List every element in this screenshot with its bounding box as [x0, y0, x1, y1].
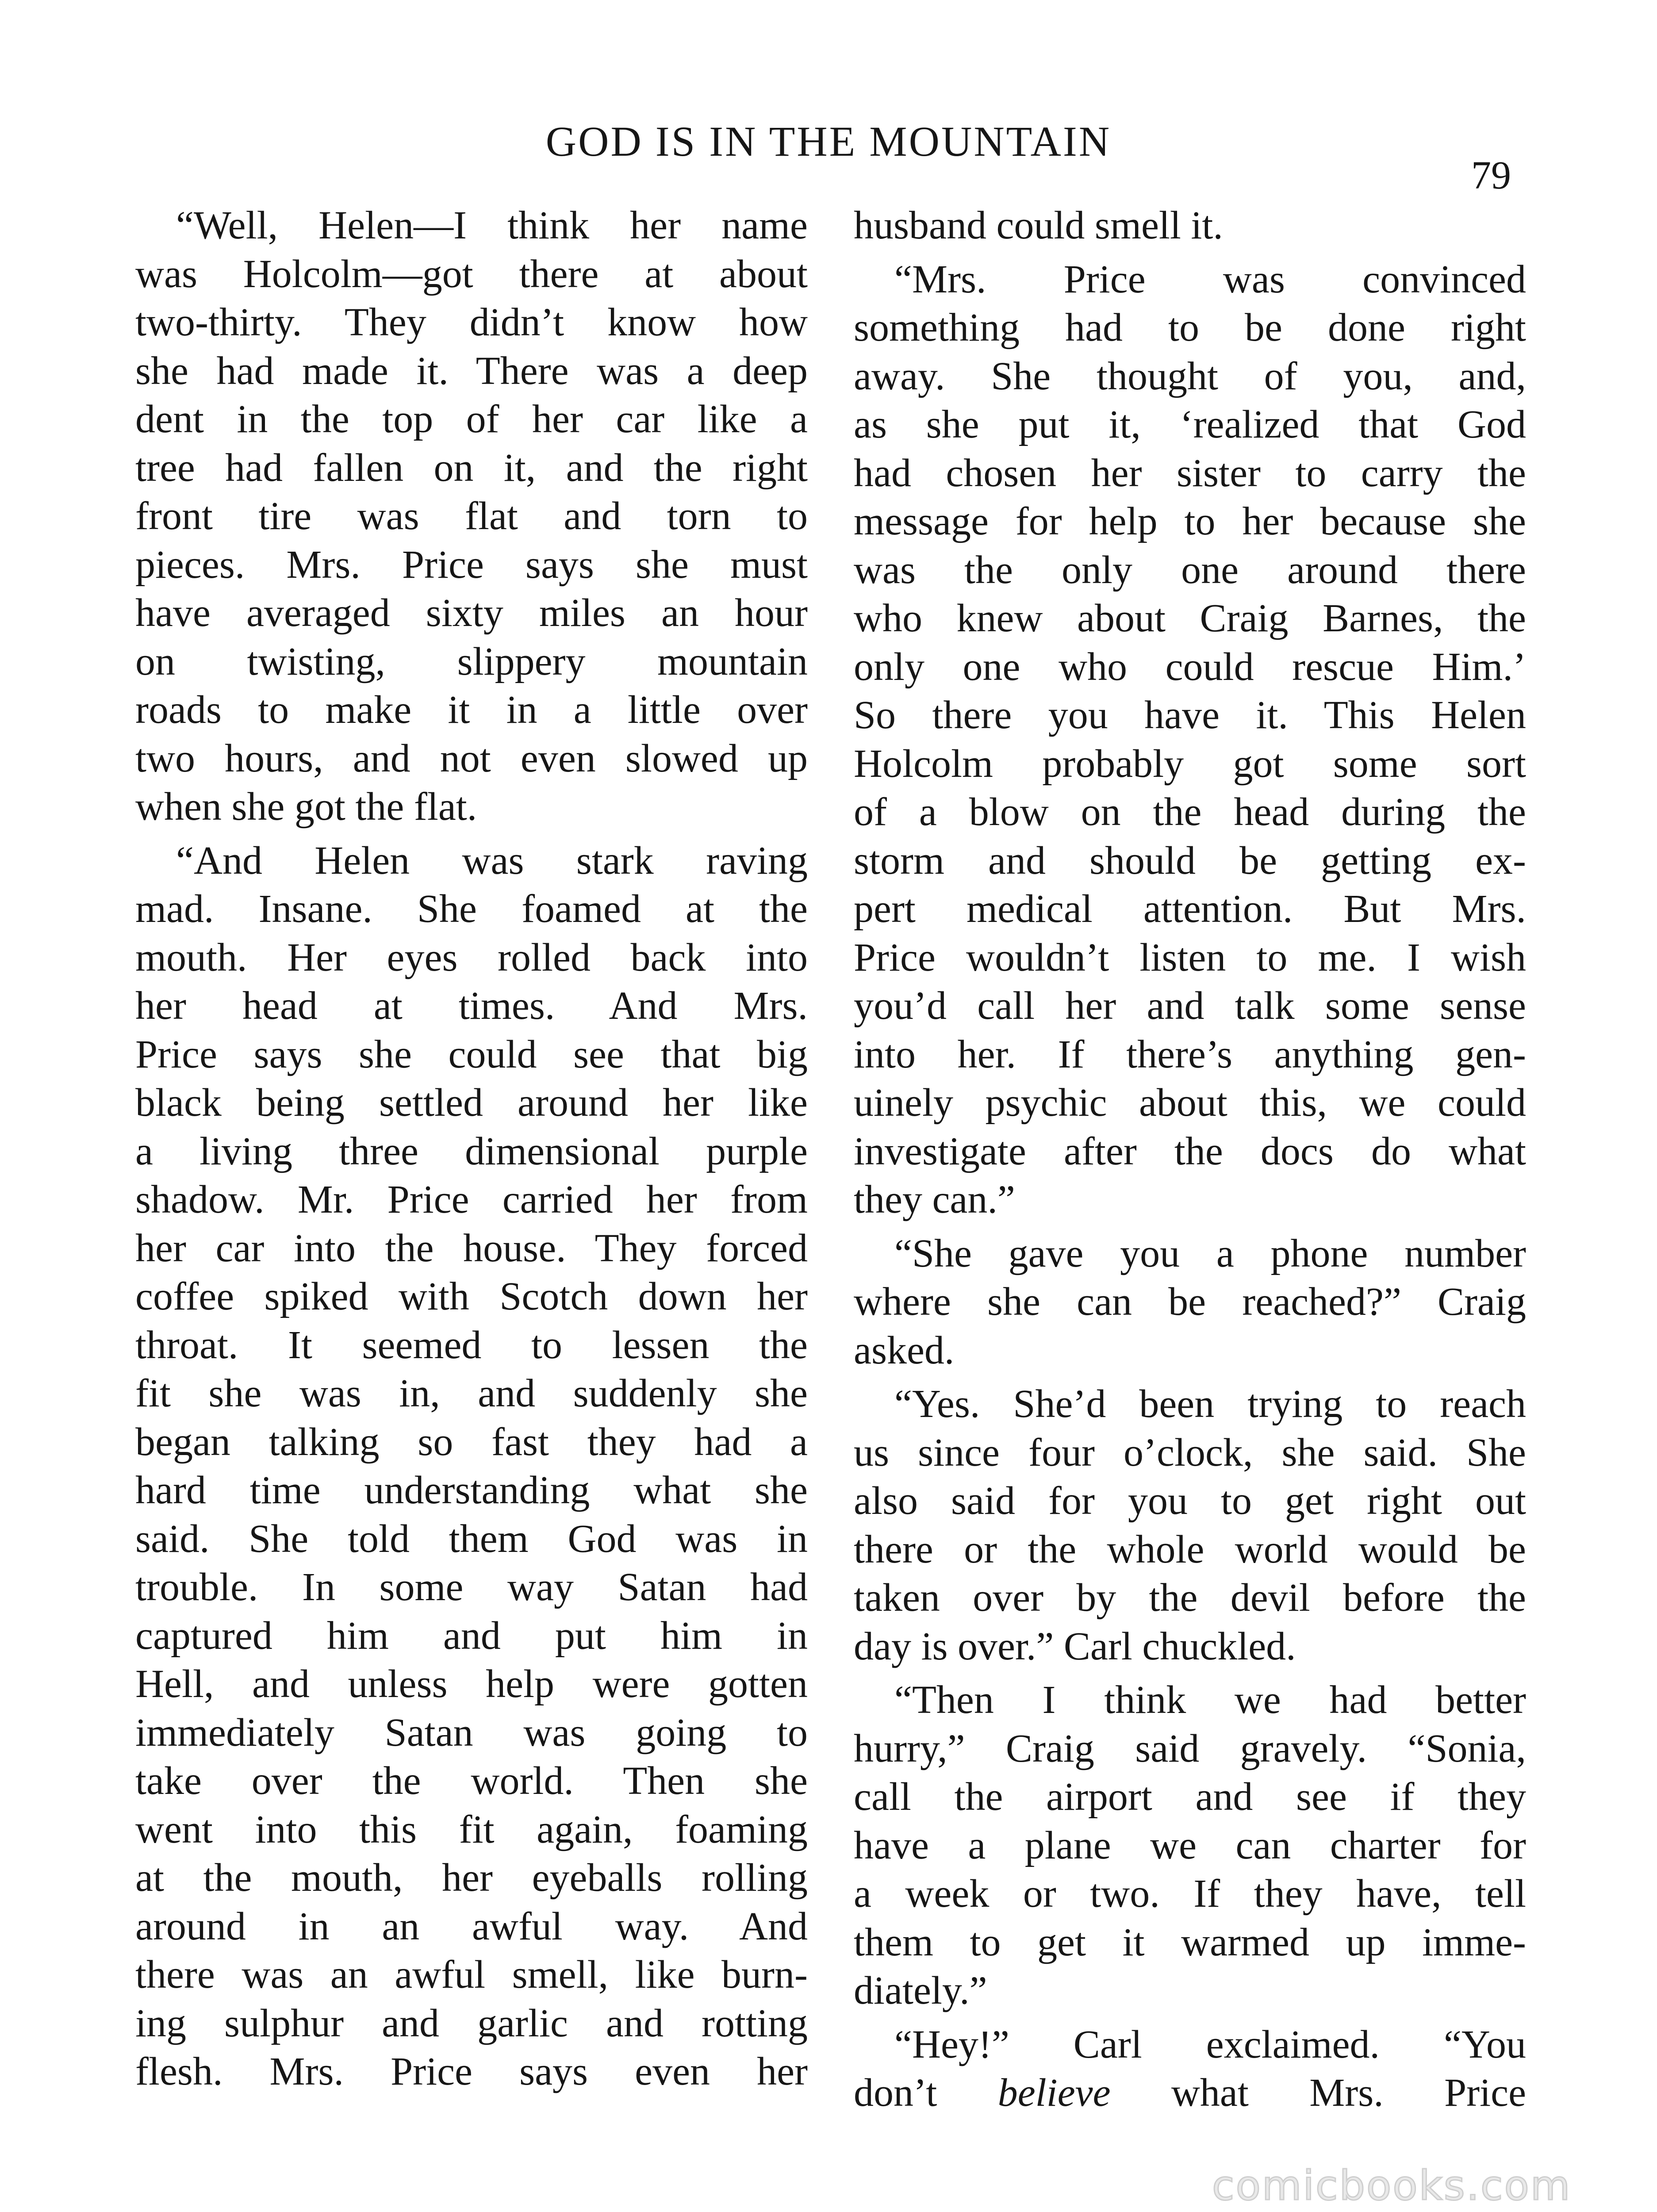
text-line: where she can be reached?” Craig [854, 1280, 1526, 1324]
text-line: they can.” [854, 1178, 1015, 1221]
text-line: mouth. Her eyes rolled back into [135, 935, 808, 979]
text-line: on twisting, slippery mountain [135, 639, 808, 684]
text-line: away. She thought of you, and, [854, 354, 1526, 398]
text-line: trouble. In some way Satan had [135, 1565, 808, 1609]
text-line: coffee spiked with Scotch down her [135, 1275, 808, 1318]
text-line: said. She told them God was in [135, 1517, 808, 1561]
text-line: dent in the top of her car like a [135, 397, 808, 441]
text-line: “Mrs. Price was convinced [894, 257, 1526, 301]
text-line: us since four o’clock, she said. She [854, 1430, 1526, 1475]
text-line: message for help to her because she [854, 499, 1526, 543]
text-line: only one who could rescue Him.’ [854, 645, 1526, 689]
text-line: two hours, and not even slowed up [135, 736, 808, 780]
text-line: shadow. Mr. Price carried her from [135, 1178, 808, 1221]
text-line: around in an awful way. And [135, 1904, 808, 1948]
text-line: you’d call her and talk some sense [854, 984, 1526, 1028]
text-line: take over the world. Then she [135, 1759, 808, 1803]
text-line: captured him and put him in [135, 1613, 808, 1658]
text-line: as she put it, ‘realized that God [854, 403, 1526, 446]
watermark-logo: comicbooks.com [1212, 2162, 1572, 2209]
text-line: hurry,” Craig said gravely. “Sonia, [854, 1726, 1526, 1770]
text-run: don’t [854, 2071, 937, 2115]
text-line: into her. If there’s anything gen- [854, 1032, 1526, 1076]
text-line: day is over.” Carl chuckled. [854, 1624, 1296, 1668]
text-line: diately.” [854, 1969, 987, 2012]
text-line: mad. Insane. She foamed at the [135, 887, 808, 931]
text-line: have averaged sixty miles an hour [135, 591, 808, 635]
text-line: began talking so fast they had a [135, 1420, 808, 1464]
running-title: GOD IS IN THE MOUNTAIN [545, 118, 1112, 165]
text-line: asked. [854, 1328, 955, 1372]
text-line-mixed [854, 2069, 1526, 2117]
left-column [135, 201, 808, 2096]
text-line: of a blow on the head during the [854, 790, 1526, 834]
text-line: there was an awful smell, like burn- [135, 1953, 808, 1997]
text-line: fit she was in, and suddenly she [135, 1371, 808, 1415]
text-run: what Mrs. Price [1171, 2071, 1527, 2115]
text-line: “And Helen was stark raving [176, 838, 808, 883]
text-line: front tire was flat and torn to [135, 494, 808, 538]
text-line: call the airport and see if they [854, 1775, 1526, 1819]
text-line: pert medical attention. But Mrs. [854, 887, 1526, 931]
text-line: went into this fit again, foaming [135, 1807, 808, 1851]
text-line: Holcolm probably got some sort [854, 741, 1526, 786]
text-line: taken over by the devil before the [854, 1576, 1526, 1620]
right-column [854, 201, 1526, 2117]
text-line: flesh. Mrs. Price says even her [135, 2050, 808, 2093]
text-line: have a plane we can charter for [854, 1823, 1526, 1867]
text-line: her head at times. And Mrs. [135, 984, 808, 1028]
text-line: black being settled around her like [135, 1081, 808, 1125]
text-line: at the mouth, her eyeballs rolling [135, 1856, 808, 1900]
text-line: Hell, and unless help were gotten [135, 1662, 808, 1706]
text-line: “Well, Helen—I think her name [176, 204, 808, 247]
text-line: there or the whole world would be [854, 1527, 1526, 1571]
text-line: husband could smell it. [854, 204, 1223, 247]
text-line: “Then I think we had better [894, 1678, 1526, 1722]
page-number: 79 [1471, 154, 1511, 197]
text-line: two-thirty. They didn’t know how [135, 300, 808, 344]
text-line: she had made it. There was a deep [135, 349, 808, 393]
text-line: storm and should be getting ex- [854, 838, 1526, 883]
text-line: was Holcolm—got there at about [135, 252, 808, 296]
text-line: “Yes. She’d been trying to reach [894, 1382, 1526, 1426]
italic-emphasis: believe [997, 2071, 1111, 2115]
text-line: when she got the flat. [135, 785, 477, 829]
text-line: had chosen her sister to carry the [854, 451, 1526, 495]
text-line: also said for you to get right out [854, 1479, 1526, 1523]
text-line: hard time understanding what she [135, 1468, 808, 1512]
text-line: So there you have it. This Helen [854, 693, 1526, 737]
text-line: pieces. Mrs. Price says she must [135, 542, 808, 587]
text-line: something had to be done right [854, 306, 1526, 349]
text-line: was the only one around there [854, 548, 1526, 592]
text-line: “She gave you a phone number [894, 1231, 1526, 1275]
text-line: uinely psychic about this, we could [854, 1081, 1526, 1125]
text-line: investigate after the docs do what [854, 1129, 1526, 1173]
text-line: her car into the house. They forced [135, 1226, 808, 1270]
text-line: immediately Satan was going to [135, 1710, 808, 1755]
text-line: Price wouldn’t listen to me. I wish [854, 935, 1526, 979]
text-line: them to get it warmed up imme- [854, 1920, 1526, 1964]
text-line: tree had fallen on it, and the right [135, 445, 808, 490]
text-line: who knew about Craig Barnes, the [854, 596, 1526, 640]
text-line: ing sulphur and garlic and rotting [135, 2001, 808, 2045]
text-line: a living three dimensional purple [135, 1129, 808, 1173]
text-line: throat. It seemed to lessen the [135, 1323, 808, 1367]
text-line: Price says she could see that big [135, 1032, 808, 1076]
text-line: “Hey!” Carl exclaimed. “You [894, 2022, 1526, 2066]
text-line: a week or two. If they have, tell [854, 1872, 1526, 1916]
text-line: roads to make it in a little over [135, 688, 808, 732]
